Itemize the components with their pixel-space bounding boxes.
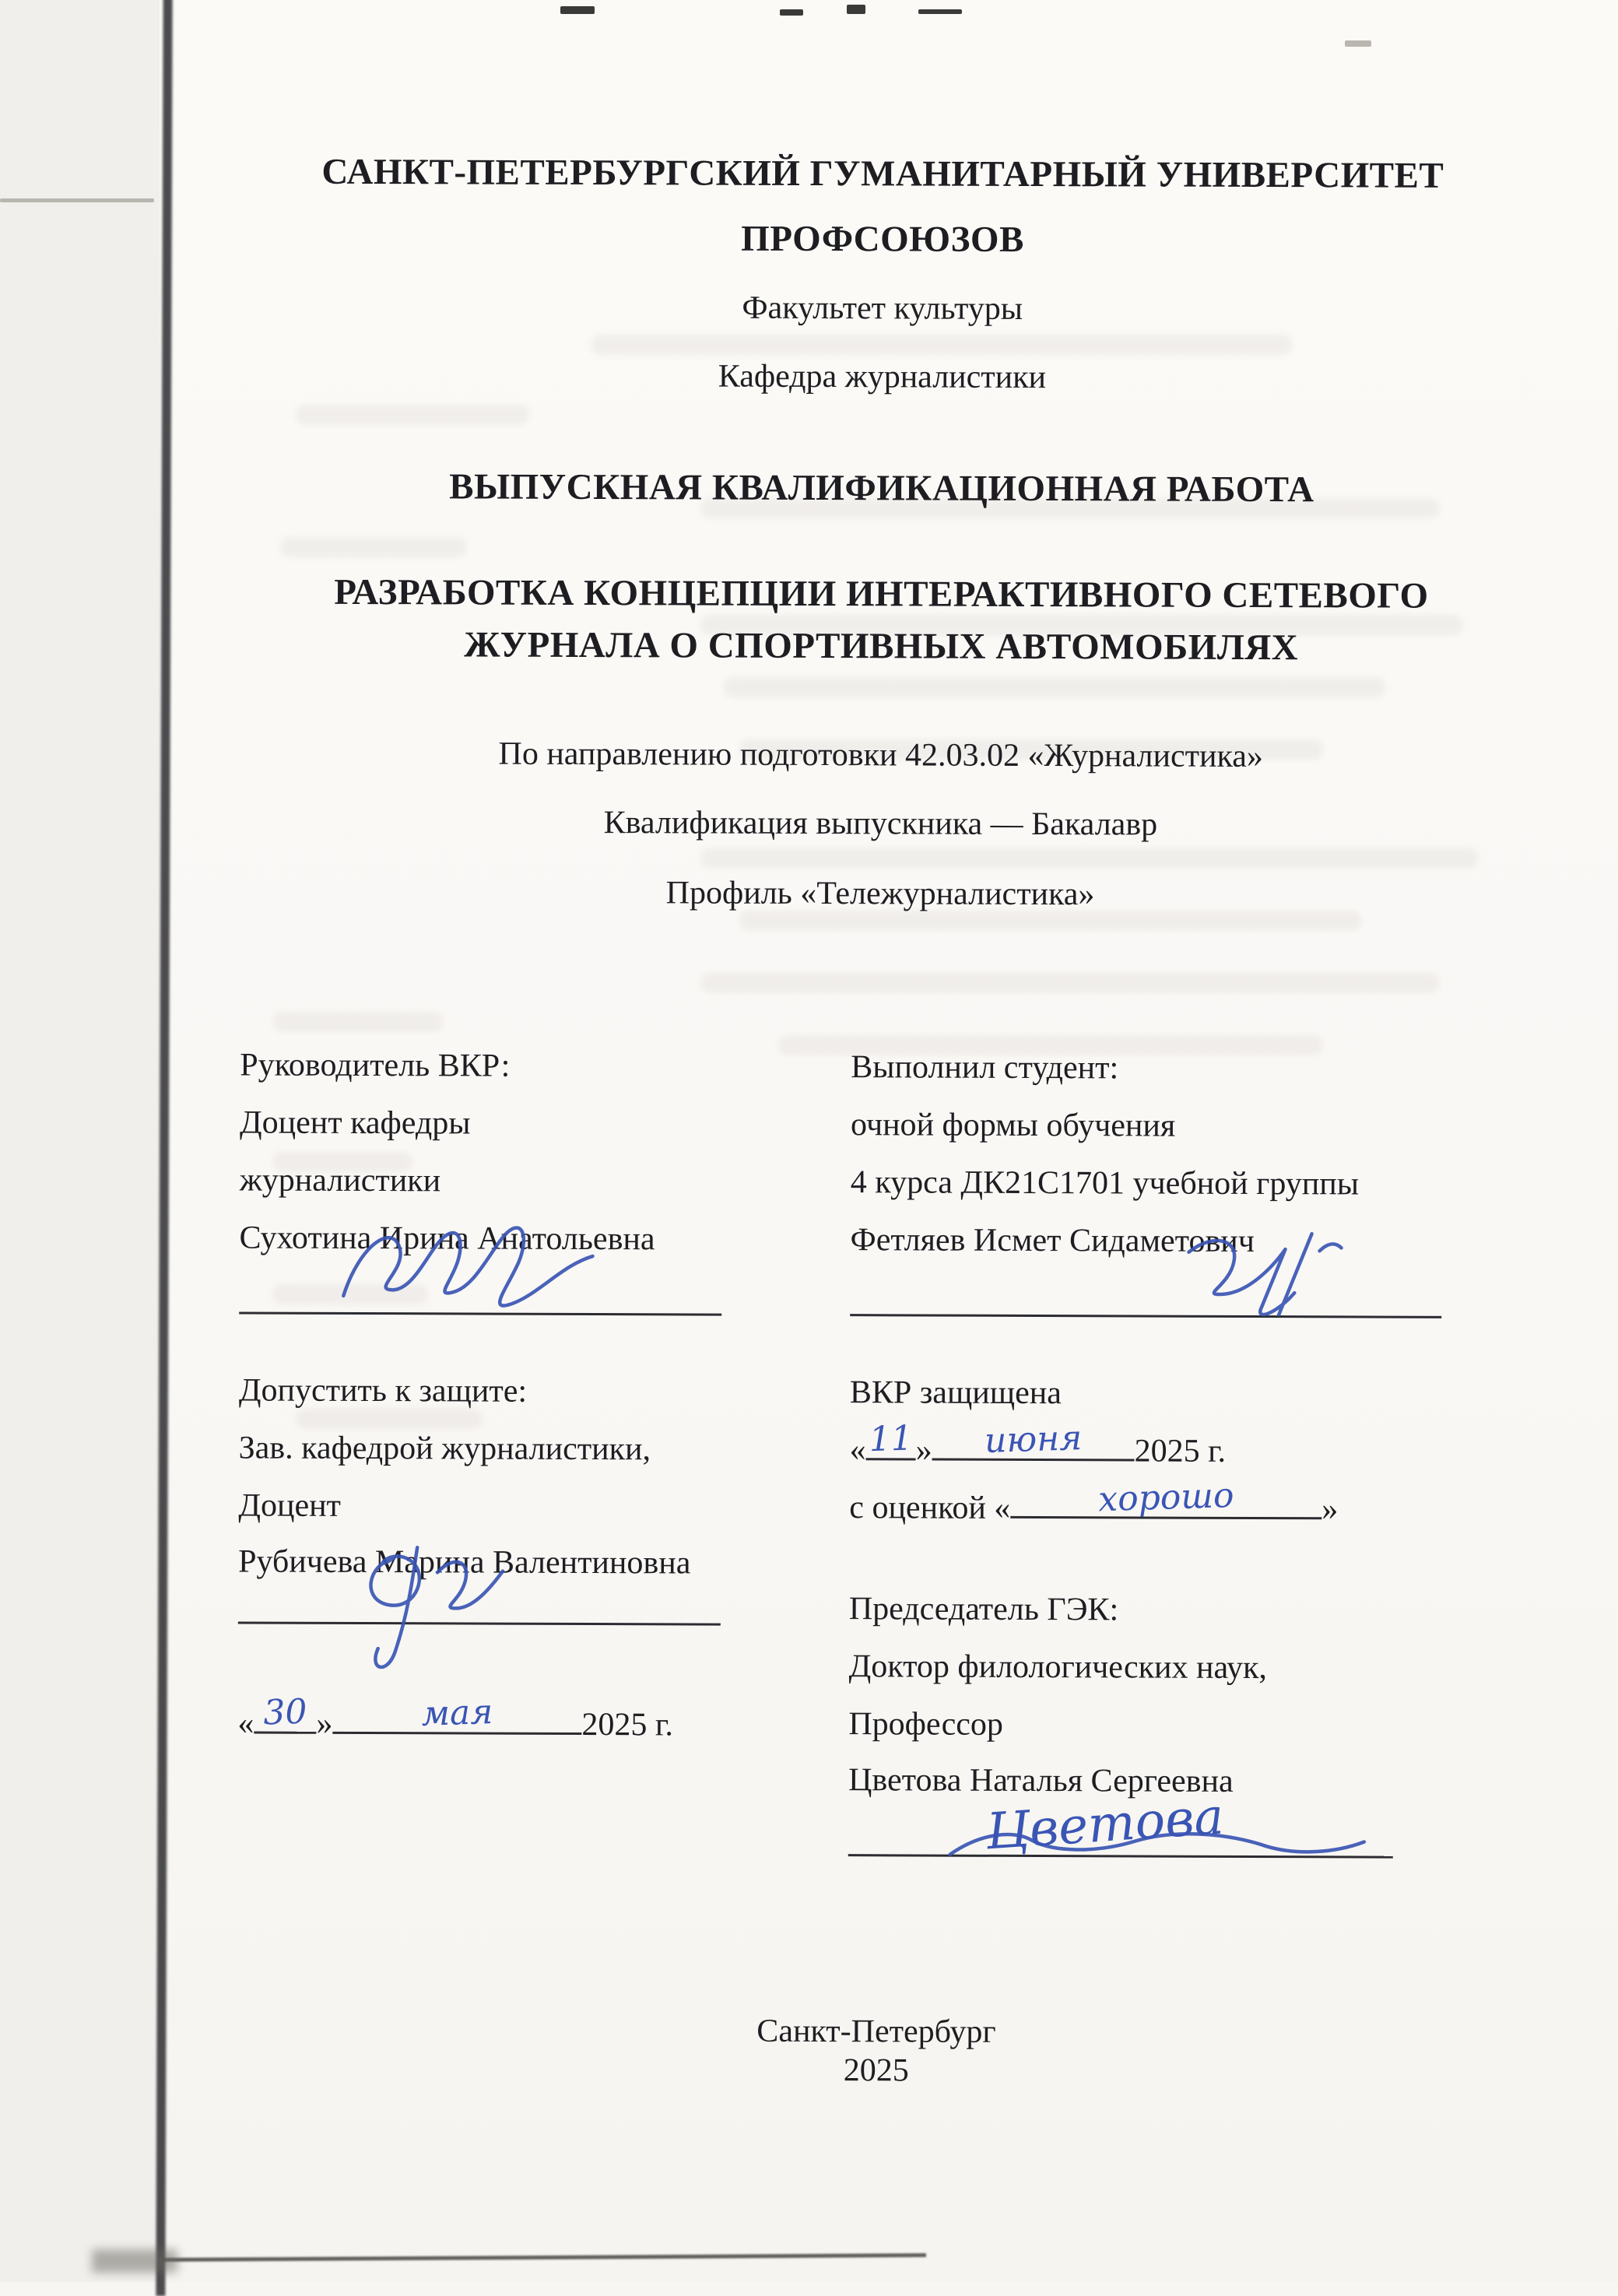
university-name-line1: САНКТ-ПЕТЕРБУРГСКИЙ ГУМАНИТАРНЫЙ УНИВЕРСИТЕТ (321, 151, 1444, 196)
chairman-degree-line2: Профессор (848, 1706, 1003, 1743)
supervisor-name: Сухотина Ирина Анатольевна (239, 1220, 655, 1258)
admission-date-day-line (254, 1691, 316, 1734)
admission-signature-line (238, 1621, 721, 1625)
student-label: Выполнил студент: (851, 1049, 1119, 1087)
chairman-degree-line1: Доктор филологических наук, (848, 1648, 1268, 1687)
program-line: По направлению подготовки 42.03.02 «Журналистика» (498, 735, 1263, 775)
student-study-line1: очной формы обучения (850, 1107, 1176, 1144)
defense-grade-handwritten: хорошо (1097, 1475, 1235, 1520)
thesis-title-line2: ЖУРНАЛА О СПОРТИВНЫХ АВТОМОБИЛЯХ (464, 624, 1299, 669)
defense-date-open-quote: « (849, 1432, 866, 1469)
admission-date-day-handwritten: 30 (262, 1691, 308, 1733)
admission-date-year: 2025 г. (581, 1706, 673, 1743)
defense-grade-prefix: с оценкой « (849, 1490, 1011, 1526)
student-name: Фетляев Исмет Сидаметович (850, 1222, 1255, 1259)
admission-date-month-handwritten: мая (420, 1691, 494, 1734)
defense-date-day-line (866, 1418, 916, 1460)
defense-date-year: 2025 г. (1134, 1433, 1227, 1469)
defense-date-day-handwritten: 11 (868, 1418, 914, 1460)
supervisor-signature-line (239, 1311, 721, 1315)
chairman-label: Председатель ГЭК: (848, 1591, 1119, 1628)
defense-label: ВКР защищена (849, 1374, 1062, 1412)
faculty-name: Факультет культуры (742, 290, 1023, 327)
admission-date-month-line (332, 1691, 581, 1735)
footer-year: 2025 (843, 2052, 909, 2089)
defense-date-line (849, 1418, 1227, 1480)
defense-date-month-line (932, 1418, 1135, 1462)
supervisor-label: Руководитель ВКР: (240, 1047, 511, 1084)
admission-label: Допустить к защите: (238, 1372, 528, 1410)
supervisor-position-line2: журналистики (239, 1162, 441, 1199)
admission-name: Рубичева Марина Валентиновна (238, 1543, 691, 1582)
admission-date-open-quote: « (237, 1705, 254, 1742)
chairman-signature-handwritten: Цветова (984, 1788, 1226, 1862)
defense-date-month-handwritten: июня (984, 1418, 1083, 1461)
defense-grade-line (849, 1475, 1339, 1538)
chairman-signature-line (848, 1854, 1393, 1858)
footer-city: Санкт-Петербург (756, 2013, 996, 2050)
qualification-line: Квалификация выпускника — Бакалавр (603, 805, 1158, 843)
student-signature-line (850, 1314, 1441, 1318)
defense-grade-blank-line (1010, 1475, 1321, 1520)
department-name: Кафедра журналистики (718, 358, 1047, 396)
supervisor-position-line1: Доцент кафедры (239, 1104, 471, 1142)
chairman-name: Цветова Наталья Сергеевна (848, 1762, 1234, 1799)
work-type-heading: ВЫПУСКНАЯ КВАЛИФИКАЦИОННАЯ РАБОТА (449, 466, 1314, 511)
student-study-line2: 4 курса ДК21С1701 учебной группы (850, 1164, 1360, 1202)
admission-position-line2: Доцент (238, 1487, 342, 1524)
admission-date-close-quote: » (316, 1705, 333, 1742)
admission-position-line1: Зав. кафедрой журналистики, (238, 1430, 651, 1468)
thesis-title-line1: РАЗРАБОТКА КОНЦЕПЦИИ ИНТЕРАКТИВНОГО СЕТЕВОГО (334, 571, 1429, 616)
defense-date-close-quote: » (915, 1432, 932, 1469)
profile-line: Профиль «Тележурналистика» (665, 875, 1095, 913)
admission-date-line (237, 1691, 673, 1754)
defense-grade-suffix: » (1321, 1491, 1339, 1528)
university-name-line2: ПРОФСОЮЗОВ (741, 218, 1024, 260)
